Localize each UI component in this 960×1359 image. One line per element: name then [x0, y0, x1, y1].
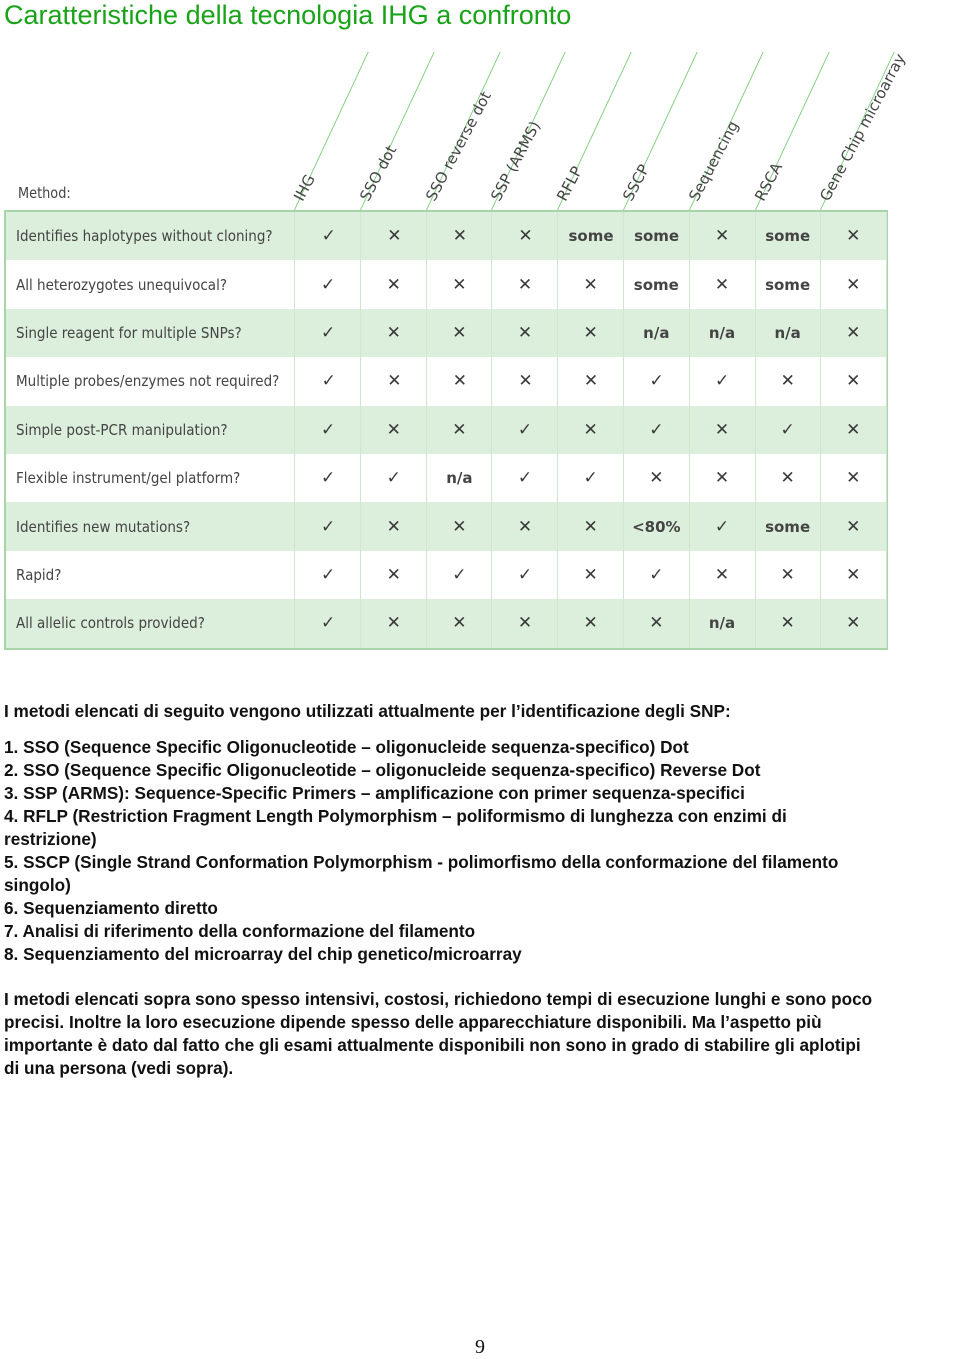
- cross-icon: ✕: [452, 613, 467, 634]
- column-header: [487, 60, 557, 210]
- cross-icon: ✕: [846, 613, 861, 634]
- cross-icon: ✕: [387, 226, 402, 247]
- row-question-text: Single reagent for multiple SNPs?: [16, 323, 242, 342]
- table-cell: n/a: [643, 323, 670, 342]
- cross-icon: ✕: [780, 613, 795, 634]
- list-item: 1. SSO (Sequence Specific Oligonucleotide – oligonucleide sequenza-specifico) Dot: [4, 737, 689, 757]
- cross-icon: ✕: [846, 322, 861, 343]
- check-icon: ✓: [517, 564, 533, 585]
- cross-icon: ✕: [846, 468, 861, 489]
- column-header-label: Sequencing: [684, 117, 743, 204]
- row-question-text: Rapid?: [16, 565, 62, 584]
- closing-paragraph: I metodi elencati sopra sono spesso intensivi, costosi, richiedono tempi di esecuzione lunghi e sono poco precisi. Inoltre la loro esecuzione dipende spesso delle apparecchiature disponibili. Ma l’aspetto più importante è dato dal fatto che gli esami attualmente disponibili non sono in grado di stabilire gli aplotipi di una persona (vedi sopra).: [4, 989, 873, 1078]
- methods-list: [4, 736, 874, 966]
- cross-icon: ✕: [386, 419, 401, 440]
- comparison-table: [4, 210, 888, 650]
- cross-icon: ✕: [517, 274, 533, 295]
- table-cell: n/a: [774, 323, 801, 342]
- cross-icon: ✕: [714, 274, 730, 295]
- check-icon: ✓: [320, 564, 336, 585]
- cross-icon: ✕: [846, 419, 861, 440]
- check-icon: ✓: [714, 516, 730, 537]
- check-icon: ✓: [780, 419, 795, 440]
- check-icon: ✓: [715, 371, 730, 392]
- check-icon: ✓: [452, 564, 467, 585]
- table-cell: some: [765, 517, 811, 536]
- cross-icon: ✕: [386, 322, 401, 343]
- cross-icon: ✕: [386, 613, 401, 634]
- cross-icon: ✕: [517, 322, 533, 343]
- column-header: [684, 60, 755, 210]
- column-header: [816, 50, 910, 210]
- check-icon: ✓: [321, 226, 336, 247]
- row-question-text: Multiple probes/enzymes not required?: [16, 372, 280, 391]
- list-item: 3. SSP (ARMS): Sequence-Specific Primers – amplificazione con primer sequenza-specifici: [4, 783, 745, 803]
- check-icon: ✓: [517, 468, 533, 489]
- comparison-figure: [4, 50, 910, 657]
- cross-icon: ✕: [780, 371, 795, 392]
- cross-icon: ✕: [583, 516, 598, 537]
- cross-icon: ✕: [583, 613, 598, 634]
- cross-icon: ✕: [714, 564, 730, 585]
- cross-icon: ✕: [452, 274, 467, 295]
- row-question: [6, 421, 295, 439]
- column-header-label: SSCP: [619, 161, 654, 204]
- row-question: [6, 469, 295, 487]
- row-question-text: All allelic controls provided?: [16, 614, 205, 633]
- body-text: [4, 700, 874, 1080]
- cross-icon: ✕: [517, 613, 533, 634]
- table-cell: n/a: [708, 614, 736, 633]
- check-icon: ✓: [649, 419, 664, 440]
- cross-icon: ✕: [452, 322, 467, 343]
- column-header: [553, 60, 623, 210]
- table-cell: some: [765, 227, 811, 246]
- column-divider: [820, 212, 821, 648]
- cross-icon: ✕: [583, 419, 598, 440]
- row-question: [6, 518, 295, 536]
- row-question-text: Identifies new mutations?: [16, 517, 191, 536]
- cross-icon: ✕: [387, 371, 402, 392]
- check-icon: ✓: [320, 419, 336, 440]
- cross-icon: ✕: [846, 274, 861, 295]
- table-cell: some: [568, 227, 614, 246]
- cross-icon: ✕: [649, 613, 664, 634]
- row-question: [6, 276, 295, 294]
- cross-icon: ✕: [518, 371, 533, 392]
- cross-icon: ✕: [452, 371, 468, 392]
- row-question: [6, 324, 295, 342]
- cross-icon: ✕: [583, 274, 598, 295]
- column-divider: [360, 212, 361, 648]
- table-cell: <80%: [632, 517, 681, 536]
- column-header-label: Gene Chip microarray: [816, 50, 910, 205]
- column-header-label: IHG: [290, 171, 319, 204]
- column-divider: [689, 212, 690, 648]
- table-cell: n/a: [446, 469, 473, 488]
- check-icon: ✓: [583, 468, 598, 489]
- column-divider: [426, 212, 427, 648]
- row-question: [6, 227, 296, 245]
- check-icon: ✓: [320, 468, 336, 489]
- list-item: 7. Analisi di riferimento della conformazione del filamento: [4, 921, 476, 941]
- column-divider: [755, 212, 756, 648]
- column-header: [421, 60, 495, 210]
- check-icon: ✓: [649, 564, 664, 585]
- check-icon: ✓: [320, 516, 336, 537]
- column-divider: [491, 212, 492, 648]
- list-item: 8. Sequenziamento del microarray del chip genetico/microarray: [4, 944, 522, 964]
- column-header: [619, 60, 689, 210]
- cross-icon: ✕: [714, 468, 730, 489]
- column-header-label: SSO dot: [355, 142, 401, 204]
- column-header-label: SSP (ARMS): [487, 118, 545, 204]
- cross-icon: ✕: [452, 516, 467, 537]
- list-item: 2. SSO (Sequence Specific Oligonucleotide – oligonucleide sequenza-specifico) Reverse Dot: [4, 760, 761, 780]
- page-title: Caratteristiche della tecnologia IHG a confronto: [4, 0, 572, 30]
- cross-icon: ✕: [386, 564, 401, 585]
- check-icon: ✓: [649, 371, 664, 392]
- row-question: [6, 566, 295, 584]
- check-icon: ✓: [517, 419, 533, 440]
- intro-paragraph: I metodi elencati di seguito vengono utilizzati attualmente per l’identificazione degli SNP:: [4, 701, 731, 721]
- cross-icon: ✕: [452, 419, 467, 440]
- cross-icon: ✕: [715, 226, 730, 247]
- list-item: 6. Sequenziamento diretto: [4, 898, 218, 918]
- cross-icon: ✕: [518, 226, 533, 247]
- cross-icon: ✕: [714, 419, 730, 440]
- list-item: 5. SSCP (Single Strand Conformation Polymorphism - polimorfismo della conformazione del filamento singolo): [4, 852, 839, 895]
- cross-icon: ✕: [583, 371, 599, 392]
- check-icon: ✓: [320, 613, 336, 634]
- column-divider: [623, 212, 624, 648]
- cross-icon: ✕: [846, 371, 861, 392]
- check-icon: ✓: [320, 322, 336, 343]
- row-question-text: Identifies haplotypes without cloning?: [16, 227, 273, 246]
- column-divider: [886, 212, 887, 648]
- method-label: Method:: [18, 184, 71, 202]
- cross-icon: ✕: [846, 226, 861, 247]
- page-number: 9: [475, 1336, 485, 1358]
- table-cell: some: [765, 275, 811, 294]
- cross-icon: ✕: [452, 226, 468, 247]
- cross-icon: ✕: [386, 516, 401, 537]
- list-item: 4. RFLP (Restriction Fragment Length Polymorphism – poliformismo di lunghezza con enzimi di restrizione): [4, 806, 787, 849]
- cross-icon: ✕: [780, 564, 795, 585]
- column-divider: [557, 212, 558, 648]
- column-header-label: RFLP: [553, 163, 587, 204]
- check-icon: ✓: [321, 371, 336, 392]
- row-question: [6, 372, 296, 390]
- row-question: [6, 614, 295, 632]
- cross-icon: ✕: [649, 468, 664, 489]
- check-icon: ✓: [386, 468, 401, 489]
- cross-icon: ✕: [583, 564, 598, 585]
- row-question-text: Simple post-PCR manipulation?: [16, 420, 228, 439]
- cross-icon: ✕: [386, 274, 401, 295]
- column-header: [290, 60, 360, 210]
- cross-icon: ✕: [846, 564, 861, 585]
- check-icon: ✓: [320, 274, 336, 295]
- column-header: [355, 60, 426, 210]
- column-header: [750, 60, 821, 210]
- table-cell: n/a: [708, 323, 736, 342]
- cross-icon: ✕: [517, 516, 533, 537]
- cross-icon: ✕: [583, 322, 598, 343]
- table-cell: some: [633, 275, 679, 294]
- column-divider: [294, 212, 295, 648]
- column-header-label: SSO reverse dot: [421, 88, 495, 204]
- cross-icon: ✕: [846, 516, 861, 537]
- row-question-text: All heterozygotes unequivocal?: [16, 275, 227, 294]
- cross-icon: ✕: [780, 468, 795, 489]
- table-cell: some: [634, 227, 680, 246]
- row-question-text: Flexible instrument/gel platform?: [16, 469, 241, 488]
- column-header-label: RSCA: [750, 159, 786, 204]
